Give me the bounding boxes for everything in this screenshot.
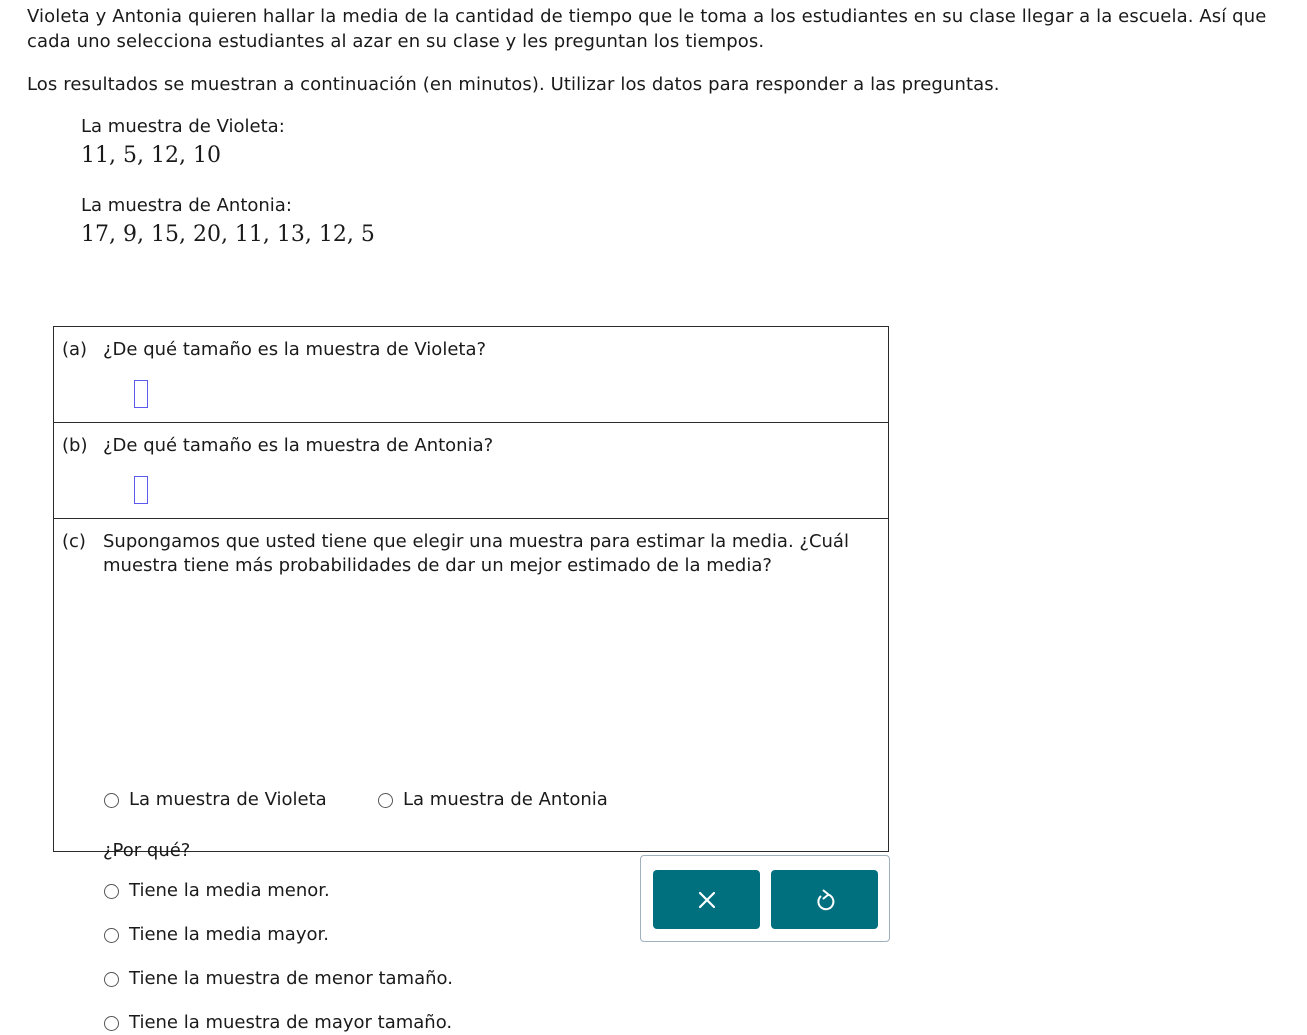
why-label: ¿Por qué? bbox=[103, 840, 191, 861]
close-icon bbox=[697, 890, 717, 910]
sample-label: La muestra de Antonia: bbox=[81, 195, 292, 216]
radio-sample-antonia[interactable] bbox=[378, 788, 608, 812]
sample-antonia bbox=[81, 194, 375, 250]
undo-icon bbox=[814, 888, 836, 912]
question-letter: (b) bbox=[62, 435, 88, 456]
questions-box bbox=[53, 326, 889, 1033]
question-letter: (a) bbox=[62, 339, 88, 360]
radio-why-larger-sample[interactable] bbox=[104, 1011, 452, 1035]
sample-violeta bbox=[81, 115, 375, 171]
question-a bbox=[54, 327, 888, 423]
sample-values: 11, 5, 12, 10 bbox=[81, 143, 221, 168]
intro-paragraph-1: Violeta y Antonia quieren hallar la media de la cantidad de tiempo que le toma a los estudiantes en su clase llegar a la escuela. Así que cada uno selecciona estudiantes al azar en su clase y les preguntan los tiempos. bbox=[27, 6, 1267, 52]
sample-values: 17, 9, 15, 20, 11, 13, 12, 5 bbox=[81, 222, 375, 247]
radio-circle-icon[interactable] bbox=[104, 793, 119, 808]
question-b bbox=[54, 423, 888, 519]
radio-label: La muestra de Violeta bbox=[129, 789, 327, 810]
answer-toolbar bbox=[640, 855, 890, 942]
question-letter: (c) bbox=[62, 531, 86, 552]
sample-label: La muestra de Violeta: bbox=[81, 116, 285, 137]
radio-label: Tiene la muestra de mayor tamaño. bbox=[129, 1012, 453, 1033]
radio-circle-icon[interactable] bbox=[104, 928, 119, 943]
radio-why-smaller-sample[interactable] bbox=[104, 967, 453, 991]
question-c bbox=[54, 519, 888, 1033]
radio-circle-icon[interactable] bbox=[378, 793, 393, 808]
radio-why-higher-mean[interactable] bbox=[104, 923, 329, 947]
samples-section bbox=[81, 115, 375, 250]
radio-circle-icon[interactable] bbox=[104, 1016, 119, 1031]
question-text: ¿De qué tamaño es la muestra de Violeta? bbox=[103, 339, 487, 360]
answer-input-b[interactable] bbox=[134, 476, 148, 504]
answer-input-a[interactable] bbox=[134, 380, 148, 408]
radio-label: Tiene la media menor. bbox=[129, 880, 330, 901]
problem-intro bbox=[27, 4, 1302, 97]
radio-label: La muestra de Antonia bbox=[403, 789, 608, 810]
radio-label: Tiene la media mayor. bbox=[129, 924, 329, 945]
undo-button[interactable] bbox=[771, 870, 878, 929]
radio-sample-violeta[interactable] bbox=[104, 788, 327, 812]
question-text: ¿De qué tamaño es la muestra de Antonia? bbox=[103, 435, 494, 456]
intro-paragraph-2: Los resultados se muestran a continuación (en minutos). Utilizar los datos para responder a las preguntas. bbox=[27, 74, 1000, 95]
radio-why-lower-mean[interactable] bbox=[104, 879, 330, 903]
radio-circle-icon[interactable] bbox=[104, 972, 119, 987]
radio-label: Tiene la muestra de menor tamaño. bbox=[129, 968, 453, 989]
question-text: Supongamos que usted tiene que elegir una muestra para estimar la media. ¿Cuál muestra tiene más probabilidades de dar un mejor estimado de la media? bbox=[103, 531, 849, 576]
clear-button[interactable] bbox=[653, 870, 760, 929]
radio-circle-icon[interactable] bbox=[104, 884, 119, 899]
